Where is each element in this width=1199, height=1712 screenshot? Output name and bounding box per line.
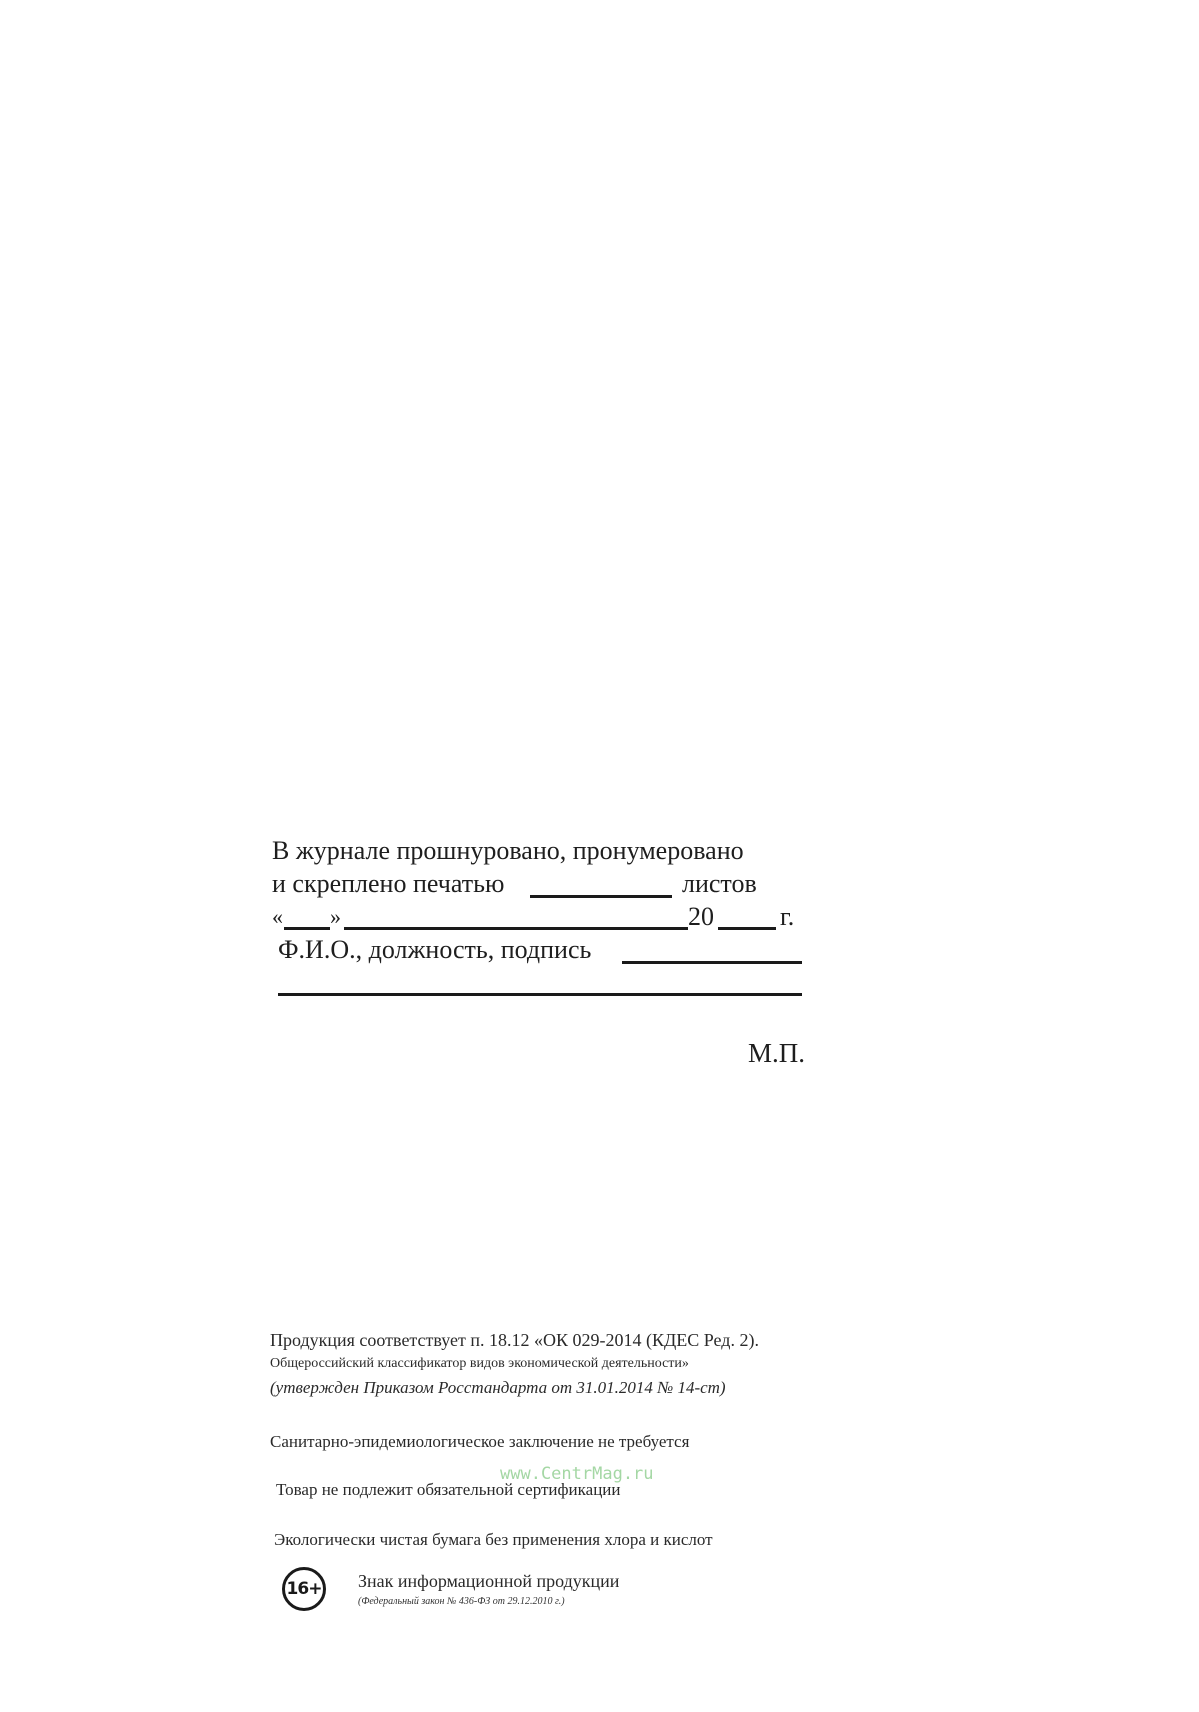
cert-line-2-text: и скреплено печатью bbox=[272, 869, 505, 898]
day-blank bbox=[284, 927, 330, 930]
date-suffix: г. bbox=[780, 902, 795, 931]
sanitary-note: Санитарно-эпидемиологическое заключение не требуется bbox=[270, 1432, 690, 1451]
compliance-line-2: Общероссийский классификатор видов экономической деятельности» bbox=[270, 1356, 689, 1371]
sheet-count-blank bbox=[530, 895, 672, 898]
certification-note: Товар не подлежит обязательной сертификации bbox=[276, 1480, 621, 1499]
compliance-line-3: (утвержден Приказом Росстандарта от 31.01.2014 № 14-ст) bbox=[270, 1378, 726, 1397]
month-blank bbox=[344, 927, 688, 930]
info-product-sign: Знак информационной продукции bbox=[358, 1571, 620, 1591]
eco-note: Экологически чистая бумага без применения хлора и кислот bbox=[274, 1530, 713, 1549]
watermark: www.CentrMag.ru bbox=[500, 1464, 654, 1484]
date-open-quote: « bbox=[272, 904, 283, 929]
cert-line-1: В журнале прошнуровано, пронумеровано bbox=[272, 836, 744, 865]
cert-line-2-suffix: листов bbox=[682, 869, 757, 898]
year-blank bbox=[718, 927, 776, 930]
date-century: 20 bbox=[688, 902, 714, 931]
stamp-place-label: М.П. bbox=[748, 1038, 806, 1068]
signature-blank bbox=[622, 961, 802, 964]
signature-blank-2 bbox=[278, 993, 802, 996]
age-rating-icon bbox=[282, 1567, 326, 1611]
date-close-quote: » bbox=[330, 904, 341, 929]
signature-label: Ф.И.О., должность, подпись bbox=[278, 935, 592, 964]
info-product-law: (Федеральный закон № 436-ФЗ от 29.12.2010 г.) bbox=[358, 1596, 565, 1607]
compliance-line-1: Продукция соответствует п. 18.12 «ОК 029-2014 (КДЕС Ред. 2). bbox=[270, 1330, 759, 1350]
age-rating-label: 16+ bbox=[286, 1579, 322, 1599]
